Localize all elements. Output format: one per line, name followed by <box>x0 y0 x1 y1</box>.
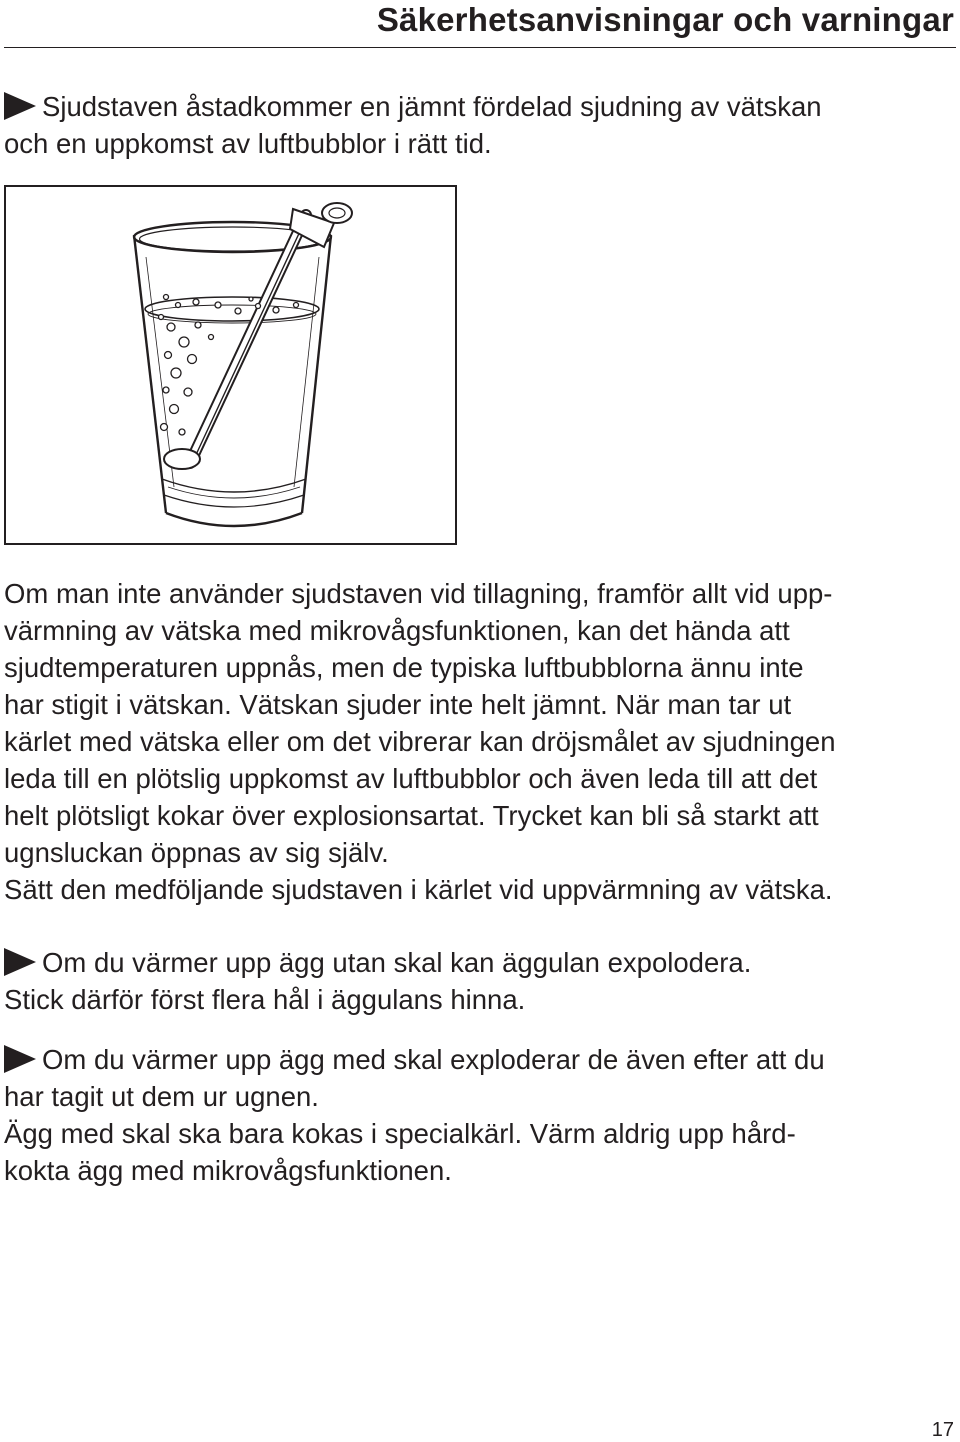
boiling-warning-paragraph <box>4 575 954 908</box>
egg-no-shell-warning <box>4 944 954 1018</box>
header-divider <box>4 47 956 48</box>
boiling-line: ugnsluckan öppnas av sig själv. <box>4 837 389 868</box>
boiling-line: Sätt den medföljande sjudstaven i kärlet vid uppvärmning av vätska. <box>4 874 833 905</box>
warning-bullet-icon <box>4 948 36 976</box>
boiling-line: har stigit i vätskan. Vätskan sjuder inte helt jämnt. När man tar ut <box>4 689 792 720</box>
egg-with-shell-line: kokta ägg med mikrovågsfunktionen. <box>4 1155 452 1186</box>
egg-with-shell-line: Ägg med skal ska bara kokas i specialkärl. Värm aldrig upp hård- <box>4 1118 796 1149</box>
boiling-line: kärlet med vätska eller om det vibrerar kan dröjsmålet av sjudningen <box>4 726 836 757</box>
boiling-line: leda till en plötslig uppkomst av luftbubblor och även leda till att det <box>4 763 818 794</box>
egg-no-shell-line-1-text: Om du värmer upp ägg utan skal kan äggulan expolodera. <box>42 947 752 978</box>
intro-line-2: och en uppkomst av luftbubblor i rätt tid. <box>4 128 492 159</box>
glass-with-boiling-rod-illustration <box>4 185 457 545</box>
intro-warning <box>4 88 954 162</box>
glass-icon <box>6 187 455 543</box>
boiling-line: helt plötsligt kokar över explosionsartat. Trycket kan bli så starkt att <box>4 800 819 831</box>
egg-with-shell-line-1-text: Om du värmer upp ägg med skal exploderar de även efter att du <box>42 1044 825 1075</box>
egg-with-shell-line-1 <box>4 1041 954 1078</box>
boiling-line: värmning av vätska med mikrovågsfunktionen, kan det hända att <box>4 615 790 646</box>
egg-with-shell-line: har tagit ut dem ur ugnen. <box>4 1081 319 1112</box>
page-title: Säkerhetsanvisningar och varningar <box>376 1 954 38</box>
boiling-line: sjudtemperaturen uppnås, men de typiska luftbubblorna ännu inte <box>4 652 804 683</box>
page-number: 17 <box>931 1419 954 1441</box>
boiling-line: Om man inte använder sjudstaven vid tillagning, framför allt vid upp- <box>4 578 833 609</box>
warning-bullet-icon <box>4 92 36 120</box>
egg-with-shell-warning <box>4 1041 954 1189</box>
intro-line-1 <box>4 88 954 125</box>
intro-line-1-text: Sjudstaven åstadkommer en jämnt fördelad sjudning av vätskan <box>42 91 822 122</box>
warning-bullet-icon <box>4 1045 36 1073</box>
egg-no-shell-line-2: Stick därför först flera hål i äggulans hinna. <box>4 984 526 1015</box>
egg-no-shell-line-1 <box>4 944 954 981</box>
